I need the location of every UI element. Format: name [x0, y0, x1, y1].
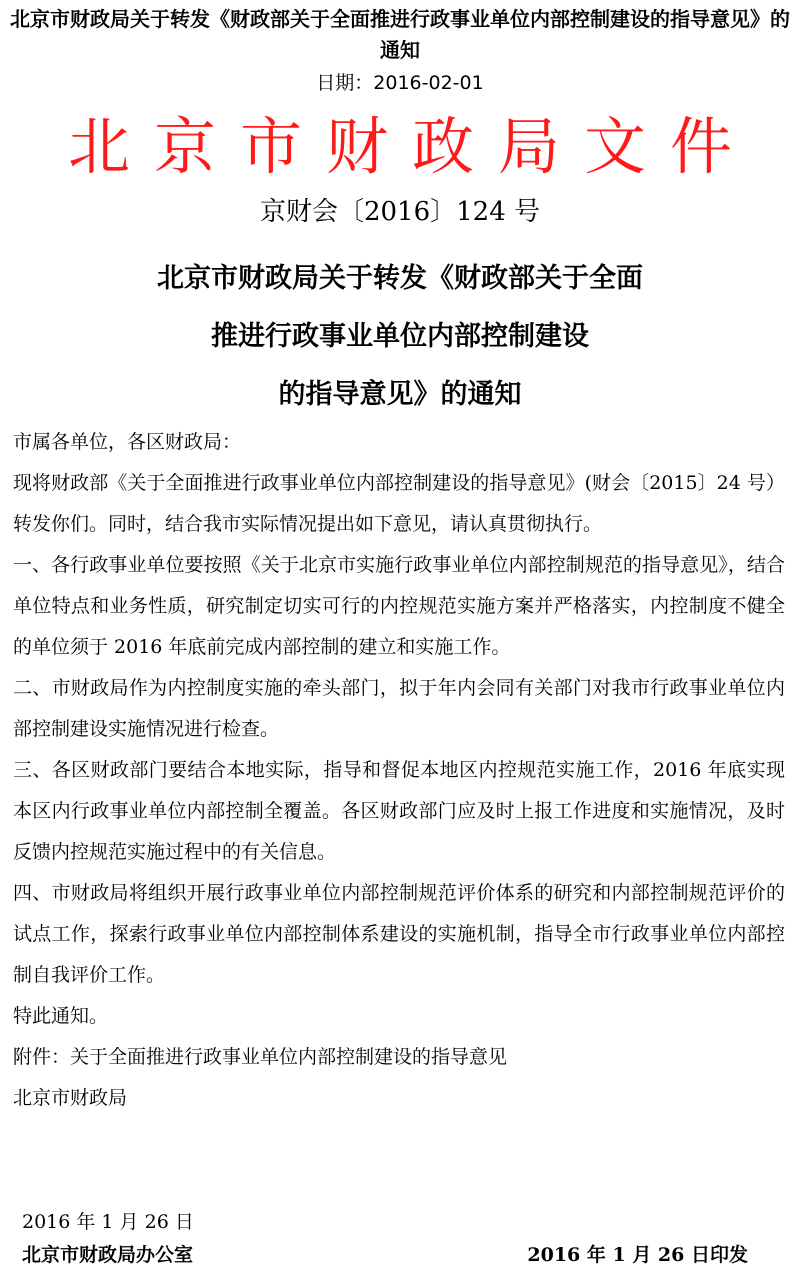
item-3-paragraph: 三、各区财政部门要结合本地实际，指导和督促本地区内控规范实施工作，2016 年底实现本区内行政事业单位内部控制全覆盖。各区财政部门应及时上报工作进度和实施情况，及时反馈内控规范实施过程中的有关信息。 [13, 759, 785, 863]
red-letterhead: 北京市财政局文件 [67, 110, 756, 183]
document-title-line-2: 推进行政事业单位内部控制建设 [211, 321, 589, 352]
document-body [13, 422, 785, 1119]
document-title-line-1: 北京市财政局关于转发《财政部关于全面 [157, 263, 643, 294]
footer-office: 北京市财政局办公室 [22, 1244, 194, 1266]
document-title [0, 250, 800, 424]
item-2-paragraph: 二、市财政局作为内控制度实施的牵头部门，拟于年内会同有关部门对我市行政事业单位内部控制建设实施情况进行检查。 [13, 677, 785, 740]
intro-paragraph: 现将财政部《关于全面推进行政事业单位内部控制建设的指导意见》(财会〔2015〕24 号）转发你们。同时，结合我市实际情况提出如下意见，请认真贯彻执行。 [13, 472, 785, 535]
footer-print-date: 2016 年 1 月 26 日印发 [527, 1244, 748, 1266]
item-4-paragraph: 四、市财政局将组织开展行政事业单位内部控制规范评价体系的研究和内部控制规范评价的试点工作，探索行政事业单位内部控制体系建设的实施机制，指导全市行政事业单位内部控制自我评价工作。 [13, 882, 785, 986]
document-number: 京财会〔2016〕124 号 [259, 197, 541, 227]
salutation: 市属各单位，各区财政局： [13, 431, 242, 453]
document-title-line-3: 的指导意见》的通知 [278, 379, 522, 410]
attachment-line: 附件：关于全面推进行政事业单位内部控制建设的指导意见 [13, 1046, 508, 1068]
item-1-paragraph: 一、各行政事业单位要按照《关于北京市实施行政事业单位内部控制规范的指导意见》，结合单位特点和业务性质，研究制定切实可行的内控规范实施方案并严格落实，内控制度不健全的单位须于 2016 年底前完成内部控制的建立和实施工作。 [13, 554, 785, 658]
publish-date: 日期：2016-02-01 [316, 72, 484, 94]
sign-date: 2016 年 1 月 26 日 [22, 1211, 194, 1233]
issuer-name: 北京市财政局 [13, 1087, 128, 1109]
page-title: 北京市财政局关于转发《财政部关于全面推进行政事业单位内部控制建设的指导意见》的通知 [10, 7, 790, 62]
closing-line: 特此通知。 [13, 1005, 109, 1027]
